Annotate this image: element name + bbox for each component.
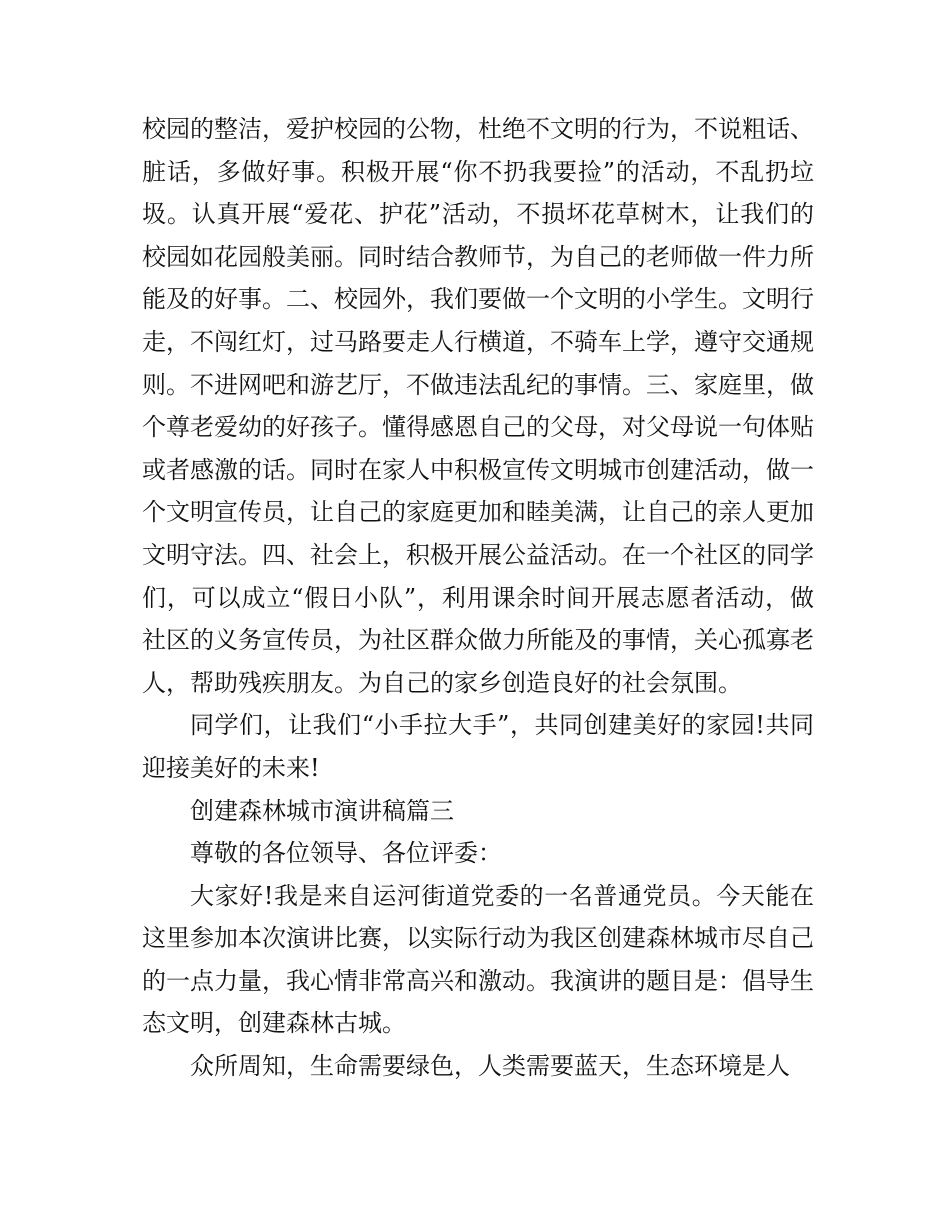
section-heading: 创建森林城市演讲稿篇三	[190, 796, 454, 825]
paragraph-opening-line: 众所周知，生命需要绿色，人类需要蓝天，生态环境是人	[190, 1052, 790, 1081]
paragraph-call-to-action: 同学们，让我们“小手拉大手”，共同创建美好的家园!共同迎接美好的未来!	[142, 711, 814, 782]
salutation: 尊敬的各位领导、各位评委：	[190, 839, 502, 868]
document-body	[142, 108, 814, 1088]
paragraph-continued: 校园的整洁，爱护校园的公物，杜绝不文明的行为，不说粗话、脏话，多做好事。积极开展“你不扔我要捡”的活动，不乱扔垃圾。认真开展“爱花、护花”活动，不损坏花草树木，让我们的校园如花园般美丽。同时结合教师节，为自己的老师做一件力所能及的好事。二、校园外，我们要做一个文明的小学生。文明行走，不闯红灯，过马路要走人行横道，不骑车上学，遵守交通规则。不进网吧和游艺厅，不做违法乱纪的事情。三、家庭里，做个尊老爱幼的好孩子。懂得感恩自己的父母，对父母说一句体贴或者感激的话。同时在家人中积极宣传文明城市创建活动，做一个文明宣传员，让自己的家庭更加和睦美满，让自己的亲人更加文明守法。四、社会上，积极开展公益活动。在一个社区的同学们，可以成立“假日小队”，利用课余时间开展志愿者活动，做社区的义务宣传员，为社区群众做力所能及的事情，关心孤寡老人，帮助残疾朋友。为自己的家乡创造良好的社会氛围。	[142, 115, 814, 697]
paragraph-introduction: 大家好!我是来自运河街道党委的一名普通党员。今天能在这里参加本次演讲比赛，以实际行动为我区创建森林城市尽自己的一点力量，我心情非常高兴和激动。我演讲的题目是：倡导生态文明，创建森林古城。	[142, 881, 814, 1038]
